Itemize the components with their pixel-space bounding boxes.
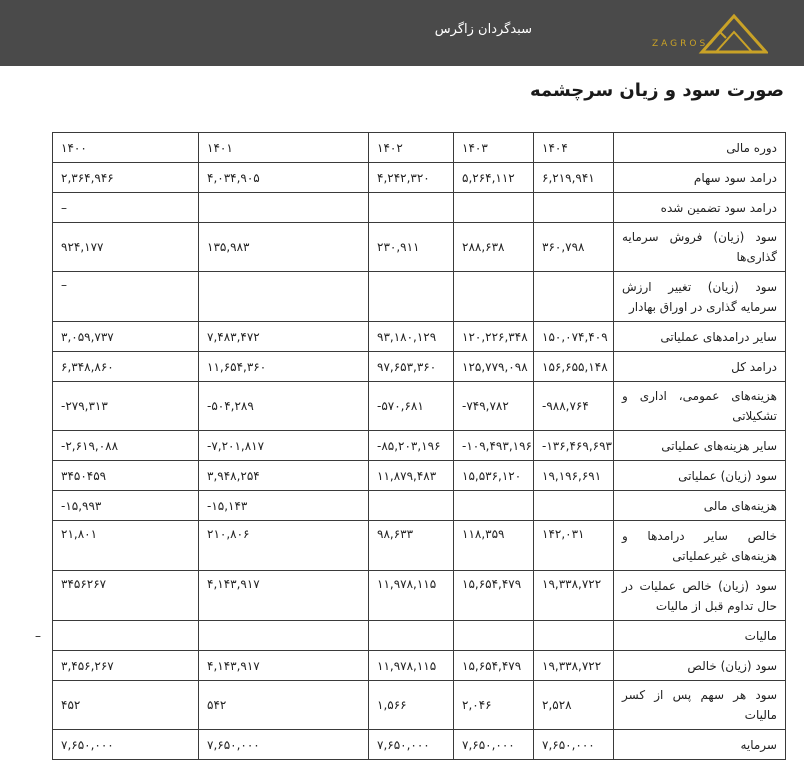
cell-value: ۹۸,۶۳۳: [369, 521, 454, 571]
table-row: [53, 571, 786, 621]
cell-value: ۱۲۰,۲۲۶,۳۴۸: [454, 322, 534, 352]
cell-value: ۱۳۵,۹۸۳: [199, 223, 369, 272]
row-label: سایر درامدهای عملیاتی: [614, 322, 786, 352]
column-header-period: دوره مالی: [614, 133, 786, 163]
cell-value: -۷۴۹,۷۸۲: [454, 382, 534, 431]
cell-value: [369, 193, 454, 223]
cell-value: ۱۵,۶۵۴,۴۷۹: [454, 571, 534, 621]
cell-value: -۲۷۹,۳۱۳: [53, 382, 199, 431]
cell-value: ۳,۹۴۸,۲۵۴: [199, 461, 369, 491]
income-statement-table: [35, 132, 786, 760]
cell-value: ۲۸۸,۶۳۸: [454, 223, 534, 272]
cell-value: ۱۴۲,۰۳۱: [534, 521, 614, 571]
table-row: [53, 223, 786, 272]
table-row: [53, 730, 786, 760]
cell-value: ۷,۴۸۳,۴۷۲: [199, 322, 369, 352]
table-row: [53, 431, 786, 461]
cell-value: ۵۴۲: [199, 681, 369, 730]
cell-value: [454, 491, 534, 521]
row-label: درامد سود سهام: [614, 163, 786, 193]
cell-value: -۱۳۶,۴۶۹,۶۹۳: [534, 431, 614, 461]
cell-value: [454, 272, 534, 322]
cell-value: –: [53, 272, 199, 322]
row-label: سود (زیان) خالص: [614, 651, 786, 681]
cell-value: -۱۵,۹۹۳: [53, 491, 199, 521]
cell-value: ۱۵۰,۰۷۴,۴۰۹: [534, 322, 614, 352]
cell-value: ۴,۱۴۳,۹۱۷: [199, 651, 369, 681]
table-row: [53, 491, 786, 521]
cell-value: [454, 193, 534, 223]
cell-value: ۱۲۵,۷۷۹,۰۹۸: [454, 352, 534, 382]
cell-value: [369, 491, 454, 521]
cell-value: -۱۰۹,۴۹۳,۱۹۶: [454, 431, 534, 461]
cell-value: ۱۹,۳۳۸,۷۲۲: [534, 651, 614, 681]
table-row: [53, 163, 786, 193]
row-label: هزینه‌های مالی: [614, 491, 786, 521]
row-label: هزینه‌های عمومی، اداری و تشکیلاتی: [614, 382, 786, 431]
cell-value: [534, 621, 614, 651]
cell-value: ۱۱,۹۷۸,۱۱۵: [369, 571, 454, 621]
cell-value: ۲۱۰,۸۰۶: [199, 521, 369, 571]
cell-value: -۵۷۰,۶۸۱: [369, 382, 454, 431]
table-header-row: [53, 133, 786, 163]
row-label: سود (زیان) تغییر ارزش سرمایه گذاری در اوراق بهادار: [614, 272, 786, 322]
cell-value: ۴۵۲: [53, 681, 199, 730]
cell-value: ۱۹,۳۳۸,۷۲۲: [534, 571, 614, 621]
logo-text: ZAGROS: [652, 39, 709, 49]
row-label: مالیات: [614, 621, 786, 651]
cell-value: ۲,۳۶۴,۹۴۶: [53, 163, 199, 193]
cell-value: -۷,۲۰۱,۸۱۷: [199, 431, 369, 461]
table-row: [53, 272, 786, 322]
cell-value: –: [53, 193, 199, 223]
cell-value: ۳۴۵۰۴۵۹: [53, 461, 199, 491]
cell-value: ۷,۶۵۰,۰۰۰: [454, 730, 534, 760]
table-row: [53, 322, 786, 352]
mountain-logo-icon: [650, 10, 768, 54]
income-statement-table-wrap: [35, 132, 785, 760]
cell-value: ۱۱,۶۵۴,۳۶۰: [199, 352, 369, 382]
cell-value: ۱۹,۱۹۶,۶۹۱: [534, 461, 614, 491]
cell-value: ۹۳,۱۸۰,۱۲۹: [369, 322, 454, 352]
cell-value: ۲,۰۴۶: [454, 681, 534, 730]
cell-value: ۷,۶۵۰,۰۰۰: [534, 730, 614, 760]
cell-value: -۱۵,۱۴۳: [199, 491, 369, 521]
brand-name: سبدگردان زاگرس: [434, 22, 532, 37]
cell-value: ۵,۲۶۴,۱۱۲: [454, 163, 534, 193]
zagros-logo[interactable]: [650, 10, 768, 54]
cell-value: ۴,۱۴۳,۹۱۷: [199, 571, 369, 621]
cell-value: [534, 193, 614, 223]
cell-value: ۱۱,۸۷۹,۴۸۳: [369, 461, 454, 491]
row-label: سایر هزینه‌های عملیاتی: [614, 431, 786, 461]
table-row: [53, 681, 786, 730]
cell-value: ۷,۶۵۰,۰۰۰: [369, 730, 454, 760]
table-row: [53, 621, 786, 651]
cell-value: ۲,۵۲۸: [534, 681, 614, 730]
row-label: خالص سایر درامدها و هزینه‌های غیرعملیاتی: [614, 521, 786, 571]
row-label: سود هر سهم پس از کسر مالیات: [614, 681, 786, 730]
cell-value: ۴,۲۴۲,۳۲۰: [369, 163, 454, 193]
cell-value: ۱,۵۶۶: [369, 681, 454, 730]
row-label: سود (زیان) عملیاتی: [614, 461, 786, 491]
row-label: سود (زیان) فروش سرمایه گذاری‌ها: [614, 223, 786, 272]
cell-value: ۱۵۶,۶۵۵,۱۴۸: [534, 352, 614, 382]
cell-value: ۱۵,۶۵۴,۴۷۹: [454, 651, 534, 681]
row-label: سرمایه: [614, 730, 786, 760]
cell-value: ۲۱,۸۰۱: [53, 521, 199, 571]
cell-value: ۹۷,۶۵۳,۳۶۰: [369, 352, 454, 382]
table-row: [53, 521, 786, 571]
row-label: سود (زیان) خالص عملیات در حال تداوم قبل از مالیات: [614, 571, 786, 621]
cell-value: [199, 621, 369, 651]
cell-value: ۹۲۴,۱۷۷: [53, 223, 199, 272]
cell-value: ۶,۲۱۹,۹۴۱: [534, 163, 614, 193]
cell-value: -۸۵,۲۰۳,۱۹۶: [369, 431, 454, 461]
cell-value: ۷,۶۵۰,۰۰۰: [53, 730, 199, 760]
cell-value: ۷,۶۵۰,۰۰۰: [199, 730, 369, 760]
cell-value: ۲۳۰,۹۱۱: [369, 223, 454, 272]
cell-value: ۳۴۵۶۲۶۷: [53, 571, 199, 621]
cell-value: [35, 621, 199, 651]
cell-value: ۳۶۰,۷۹۸: [534, 223, 614, 272]
cell-value: [534, 272, 614, 322]
cell-value: ۱۵,۵۳۶,۱۲۰: [454, 461, 534, 491]
cell-value: [199, 272, 369, 322]
row-label: درامد کل: [614, 352, 786, 382]
cell-value: ۳,۴۵۶,۲۶۷: [53, 651, 199, 681]
column-header-1401: ۱۴۰۱: [199, 133, 369, 163]
cell-value: -۵۰۴,۲۸۹: [199, 382, 369, 431]
cell-value: ۱۱,۹۷۸,۱۱۵: [369, 651, 454, 681]
table-row: [53, 461, 786, 491]
table-row: [53, 352, 786, 382]
cell-value: [369, 621, 454, 651]
cell-value: [369, 272, 454, 322]
cell-value: -۹۸۸,۷۶۴: [534, 382, 614, 431]
cell-value: [199, 193, 369, 223]
row-label: درامد سود تضمین شده: [614, 193, 786, 223]
cell-dash: –: [35, 628, 41, 643]
cell-value: ۳,۰۵۹,۷۳۷: [53, 322, 199, 352]
table-row: [53, 193, 786, 223]
cell-value: [534, 491, 614, 521]
column-header-1404: ۱۴۰۴: [534, 133, 614, 163]
cell-value: ۶,۳۴۸,۸۶۰: [53, 352, 199, 382]
cell-value: ۱۱۸,۳۵۹: [454, 521, 534, 571]
page-title: صورت سود و زیان سرچشمه: [529, 80, 784, 101]
cell-value: [454, 621, 534, 651]
column-header-1402: ۱۴۰۲: [369, 133, 454, 163]
table-row: [53, 382, 786, 431]
cell-value: ۴,۰۳۴,۹۰۵: [199, 163, 369, 193]
table-row: [53, 651, 786, 681]
column-header-1400: ۱۴۰۰: [53, 133, 199, 163]
cell-value: -۲,۶۱۹,۰۸۸: [53, 431, 199, 461]
header-bar: [0, 0, 804, 66]
column-header-1403: ۱۴۰۳: [454, 133, 534, 163]
